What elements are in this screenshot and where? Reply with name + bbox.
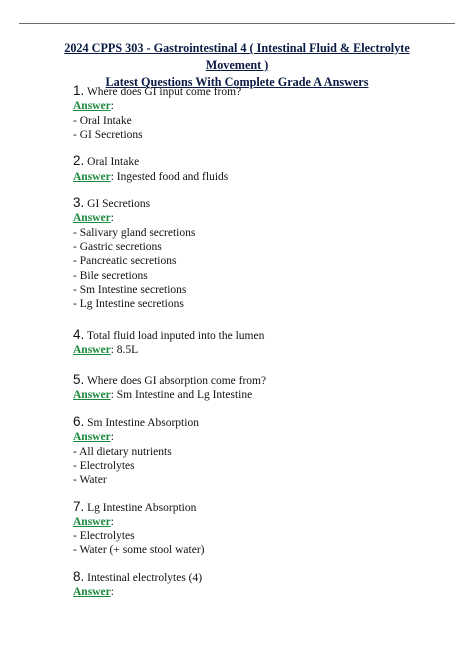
qa-item [73, 154, 443, 184]
question-line [73, 373, 443, 388]
question-line [73, 196, 443, 211]
question-text: Where does GI absorption come from? [86, 375, 267, 388]
answer-text: Sm Intestine and Lg Intestine [116, 389, 253, 402]
answer-label: Answer [73, 389, 111, 402]
answer-line: Answer: 8.5L [73, 343, 139, 356]
question-text: GI Secretions [87, 198, 151, 211]
title-line-2: Latest Questions With Complete Grade A Answers [105, 75, 369, 89]
answer-line: Answer: Sm Intestine and Lg Intestine [73, 389, 253, 402]
answer-line: Answer: [73, 431, 114, 444]
answer-label: Answer [73, 343, 111, 356]
answer-list-item: - Electrolytes [73, 459, 135, 472]
answer-list-item: - Salivary gland secretions [73, 226, 196, 239]
answer-list-item: - All dietary nutrients [73, 445, 172, 458]
answer-label: Answer [73, 586, 111, 599]
question-list [73, 84, 443, 612]
answer-line: Answer: [73, 586, 114, 599]
question-text: Lg Intestine Absorption [87, 501, 197, 514]
qa-item [73, 84, 443, 142]
question-text: Intestinal electrolytes (4) [87, 571, 203, 584]
answer-list-item: - Gastric secretions [73, 241, 162, 254]
question-line [73, 500, 443, 515]
question-line [73, 154, 443, 169]
question-number: 8. [73, 568, 85, 584]
answer-label: Answer [73, 212, 111, 225]
answer-line: Answer: Ingested food and fluids [73, 170, 229, 183]
answer-text: 8.5L [116, 343, 139, 356]
question-number: 7. [73, 498, 85, 514]
answer-label: Answer [73, 515, 111, 528]
answer-line: Answer: [73, 515, 114, 528]
qa-item [73, 373, 443, 403]
answer-label: Answer [73, 170, 111, 183]
answer-list-item: - Lg Intestine secretions [73, 298, 184, 311]
qa-item [73, 328, 443, 358]
question-number: 4. [73, 326, 85, 342]
answer-line: Answer: [73, 212, 114, 225]
answer-list-item: - GI Secretions [73, 128, 143, 141]
question-text: Oral Intake [87, 156, 140, 169]
question-text: Total fluid load inputed into the lumen [86, 329, 265, 342]
answer-line: Answer: [73, 100, 114, 113]
question-line [73, 328, 443, 343]
answer-text: Ingested food and fluids [116, 170, 229, 183]
question-text: Where does GI input come from? [86, 86, 242, 98]
question-number: 1. [73, 83, 85, 98]
question-number: 5. [73, 372, 85, 388]
answer-list-item: - Electrolytes [73, 530, 135, 543]
answer-list-item: - Bile secretions [73, 269, 148, 282]
answer-label: Answer [73, 100, 111, 113]
answer-list-item: - Pancreatic secretions [73, 255, 177, 268]
answer-list-item: - Water (+ some stool water) [73, 544, 205, 557]
qa-item [73, 500, 443, 558]
qa-item [73, 415, 443, 487]
question-line [73, 415, 443, 430]
question-line [73, 84, 443, 99]
answer-list-item: - Water [73, 474, 107, 487]
qa-item [73, 196, 443, 311]
question-number: 3. [73, 195, 85, 211]
qa-item [73, 570, 443, 600]
question-text: Sm Intestine Absorption [87, 416, 199, 429]
title-line-1: 2024 CPPS 303 - Gastrointestinal 4 ( Intestinal Fluid & Electrolyte Movement ) [64, 41, 410, 72]
answer-list-item: - Sm Intestine secretions [73, 283, 187, 296]
answer-list-item: - Oral Intake [73, 114, 132, 127]
answer-label: Answer [73, 431, 111, 444]
question-number: 2. [73, 153, 85, 169]
question-number: 6. [73, 413, 85, 429]
question-line [73, 570, 443, 585]
top-divider [19, 23, 455, 24]
